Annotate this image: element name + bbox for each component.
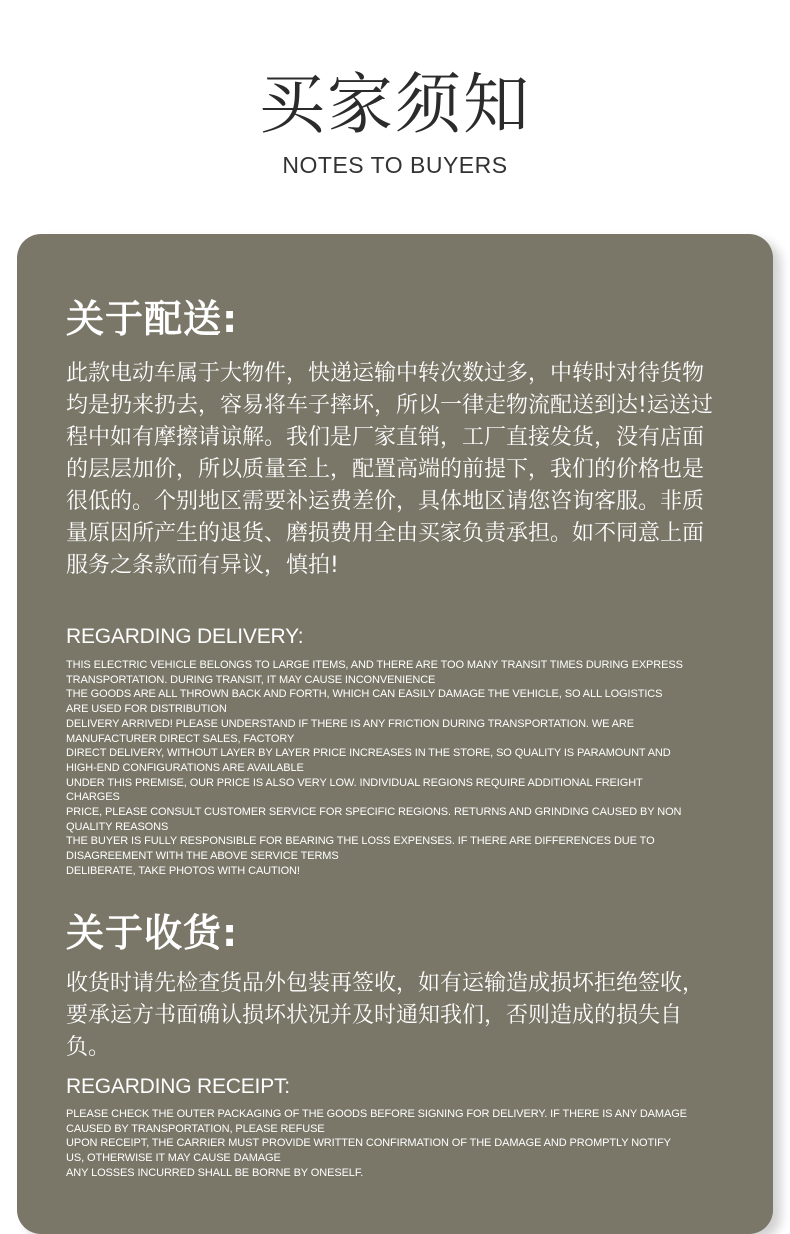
notes-panel [17, 234, 773, 1234]
receipt-body-en [66, 1107, 746, 1181]
delivery-en-line: CHARGES [66, 791, 120, 804]
receipt-en-line: US, OTHERWISE IT MAY CAUSE DAMAGE [66, 1152, 281, 1165]
delivery-en-line: THE BUYER IS FULLY RESPONSIBLE FOR BEARING THE LOSS EXPENSES. IF THERE ARE DIFFERENCES DUE TO [66, 835, 655, 848]
receipt-title-cn: 关于收货: [66, 911, 239, 955]
delivery-en-line: PRICE, PLEASE CONSULT CUSTOMER SERVICE FOR SPECIFIC REGIONS. RETURNS AND GRINDING CAUSED BY NON [66, 806, 682, 819]
delivery-en-line: THIS ELECTRIC VEHICLE BELONGS TO LARGE ITEMS, AND THERE ARE TOO MANY TRANSIT TIMES DURING EXPRESS [66, 659, 683, 671]
delivery-title-en: REGARDING DELIVERY: [66, 625, 304, 648]
delivery-en-line: TRANSPORTATION. DURING TRANSIT, IT MAY CAUSE INCONVENIENCE [66, 673, 436, 686]
delivery-en-line: THE GOODS ARE ALL THROWN BACK AND FORTH, WHICH CAN EASILY DAMAGE THE VEHICLE, SO ALL LOGISTICS [66, 688, 663, 701]
receipt-en-line: PLEASE CHECK THE OUTER PACKAGING OF THE GOODS BEFORE SIGNING FOR DELIVERY. IF THERE IS ANY DAMAGE [66, 1108, 687, 1120]
delivery-en-line: HIGH-END CONFIGURATIONS ARE AVAILABLE [66, 761, 304, 774]
delivery-en-line: DELIBERATE, TAKE PHOTOS WITH CAUTION! [66, 864, 300, 877]
receipt-title-en: REGARDING RECEIPT: [66, 1075, 290, 1098]
delivery-en-line: ARE USED FOR DISTRIBUTION [66, 703, 227, 716]
receipt-en-line: CAUSED BY TRANSPORTATION, PLEASE REFUSE [66, 1122, 325, 1135]
delivery-en-line: DELIVERY ARRIVED! PLEASE UNDERSTAND IF THERE IS ANY FRICTION DURING TRANSPORTATION. WE ARE [66, 717, 635, 730]
receipt-en-line: ANY LOSSES INCURRED SHALL BE BORNE BY ONESELF. [66, 1166, 364, 1179]
receipt-en-line: UPON RECEIPT, THE CARRIER MUST PROVIDE WRITTEN CONFIRMATION OF THE DAMAGE AND PROMPTLY NOTIFY [66, 1137, 671, 1150]
delivery-body-cn: 此款电动车属于大物件，快递运输中转次数过多，中转时对待货物均是扔来扔去，容易将车子摔坏，所以一律走物流配送到达!运送过程中如有摩擦请谅解。我们是厂家直销，工厂直接发货，没有店面的层层加价，所以质量至上，配置高端的前提下，我们的价格也是很低的。个别地区需要补运费差价，具体地区请您咨询客服。非质量原因所产生的退货、磨损费用全由买家负责承担。如不同意上面服务之条款而有异议，慎拍! [66, 361, 713, 578]
delivery-en-line: DISAGREEMENT WITH THE ABOVE SERVICE TERMS [66, 850, 339, 863]
receipt-body-cn: 收货时请先检查货品外包装再签收，如有运输造成损坏拒绝签收，要承运方书面确认损坏状况并及时通知我们，否则造成的损失自负。 [66, 971, 705, 1060]
delivery-en-line: MANUFACTURER DIRECT SALES, FACTORY [66, 732, 295, 745]
page-title: 买家须知 [259, 66, 531, 143]
page-header [0, 0, 790, 230]
delivery-en-line: UNDER THIS PREMISE, OUR PRICE IS ALSO VERY LOW. INDIVIDUAL REGIONS REQUIRE ADDITIONAL FREIGHT [66, 776, 643, 789]
delivery-title-cn: 关于配送: [66, 297, 239, 341]
delivery-body-en [66, 658, 746, 879]
page-subtitle: NOTES TO BUYERS [282, 152, 508, 178]
delivery-en-line: QUALITY REASONS [66, 820, 169, 833]
delivery-en-line: DIRECT DELIVERY, WITHOUT LAYER BY LAYER PRICE INCREASES IN THE STORE, SO QUALITY IS PARAMOUNT AND [66, 747, 671, 760]
